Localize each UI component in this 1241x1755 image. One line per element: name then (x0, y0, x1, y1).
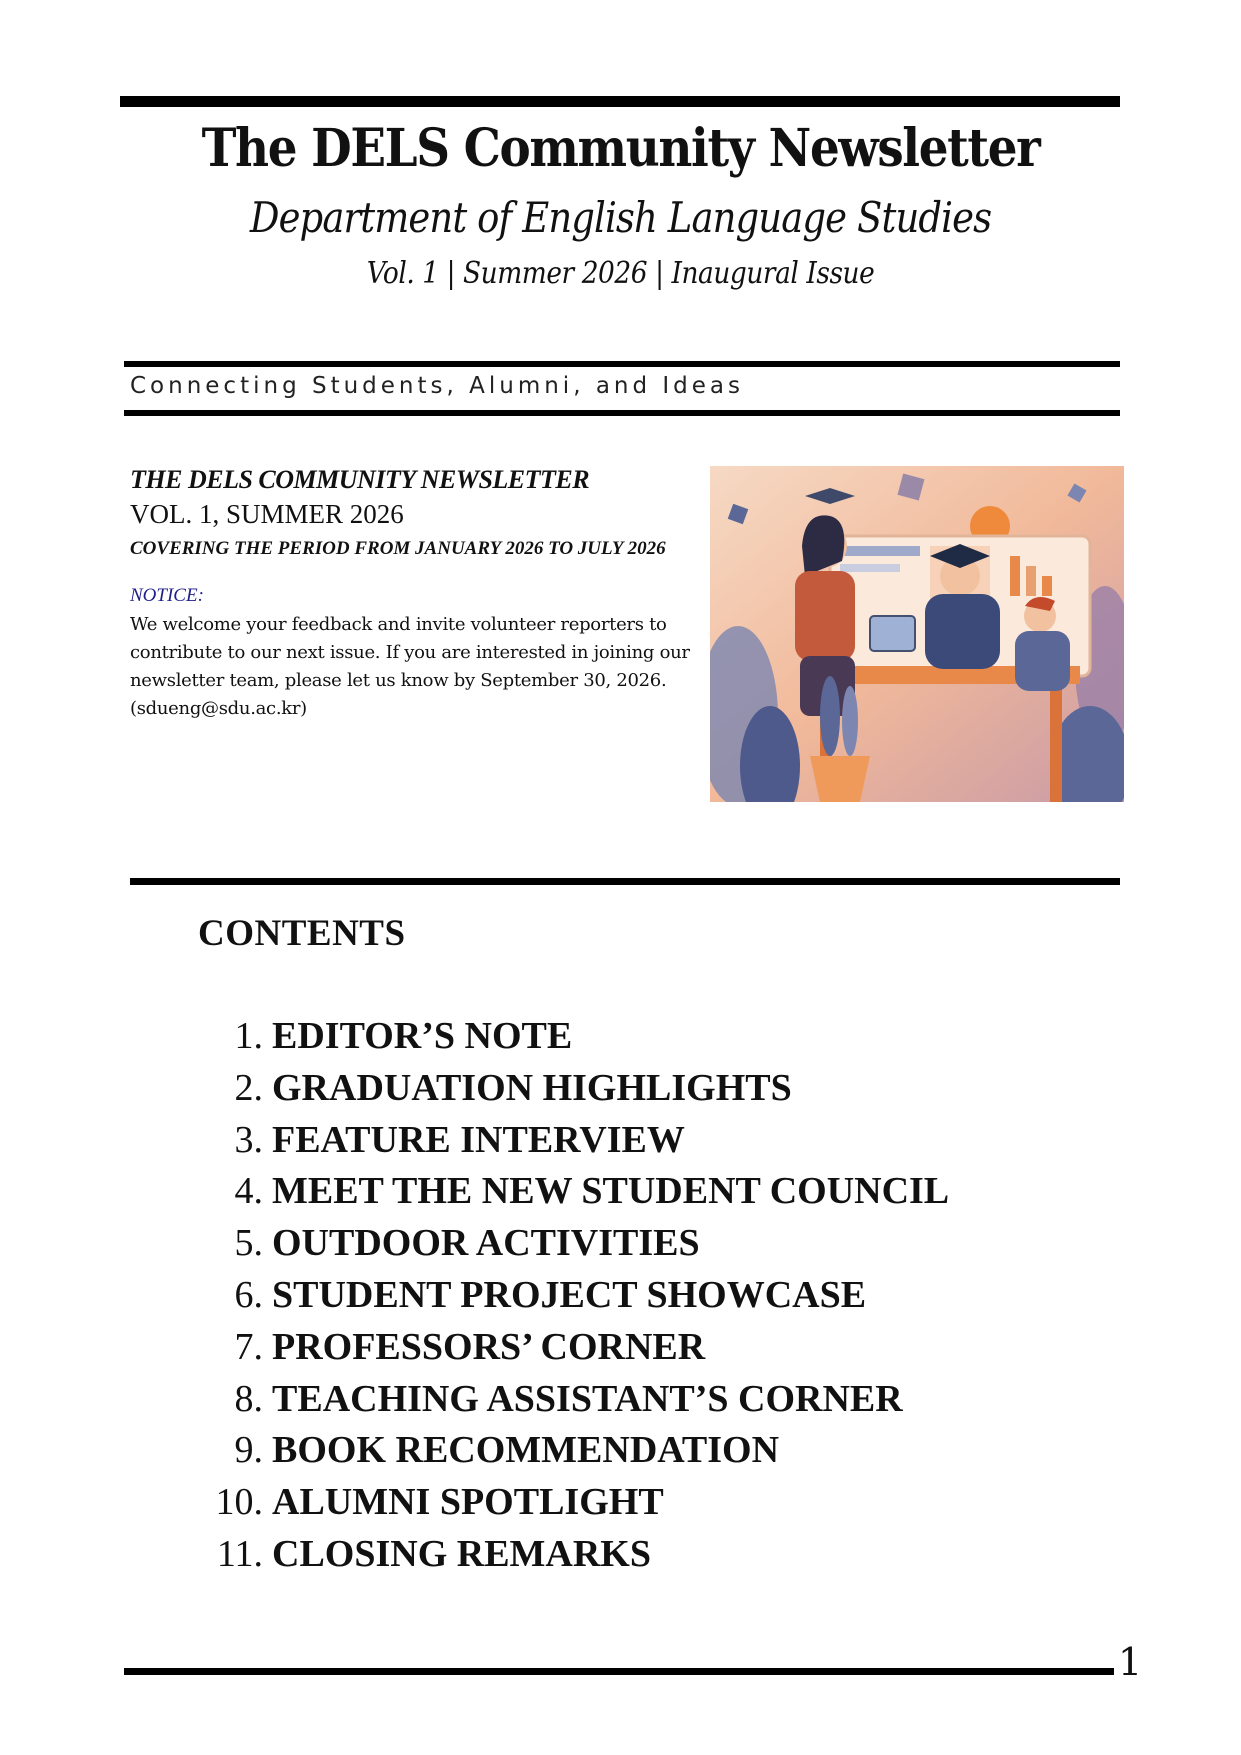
tagline-rule-bottom (124, 410, 1120, 416)
footer-rule (124, 1668, 1114, 1675)
notice-body: We welcome your feedback and invite volunteer reporters to contribute to our next issue. If you are interested in joining our newsletter team, please let us know by September 30, 2026. (sdueng@sdu.ac.kr) (130, 614, 690, 719)
toc-item (0, 1428, 1241, 1480)
contents-rule (130, 878, 1120, 885)
toc-item (0, 1118, 1241, 1170)
toc-number: 6. (234, 1273, 263, 1316)
table-of-contents (0, 1014, 1241, 1584)
toc-number: 11. (216, 1532, 263, 1575)
toc-number: 10. (215, 1481, 263, 1524)
toc-item (0, 1532, 1241, 1584)
issue-line: Vol. 1 | Summer 2026 | Inaugural Issue (366, 256, 875, 291)
toc-number: 1. (234, 1015, 263, 1057)
info-period: COVERING THE PERIOD FROM JANUARY 2026 TO JULY 2026 (130, 538, 666, 559)
info-newsletter-name: THE DELS COMMUNITY NEWSLETTER (130, 465, 590, 494)
toc-item (0, 1014, 1241, 1066)
page-number: 1 (1118, 1640, 1143, 1684)
contents-heading: CONTENTS (198, 913, 406, 954)
toc-number: 8. (234, 1377, 263, 1420)
toc-item (0, 1480, 1241, 1532)
toc-number: 7. (234, 1325, 263, 1368)
top-rule (120, 96, 1120, 107)
toc-item (0, 1221, 1241, 1273)
tagline-rule-top (124, 361, 1120, 367)
toc-label: MEET THE NEW STUDENT COUNCIL (272, 1170, 950, 1213)
toc-label: ALUMNI SPOTLIGHT (272, 1481, 664, 1524)
toc-number: 4. (234, 1170, 263, 1213)
toc-item (0, 1066, 1241, 1118)
toc-item (0, 1325, 1241, 1377)
toc-item (0, 1169, 1241, 1221)
classroom-illustration (710, 466, 1124, 802)
toc-label: PROFESSORS’ CORNER (272, 1325, 706, 1368)
toc-label: CLOSING REMARKS (272, 1532, 651, 1575)
toc-label: STUDENT PROJECT SHOWCASE (272, 1273, 867, 1316)
toc-label: TEACHING ASSISTANT’S CORNER (272, 1377, 903, 1420)
toc-label: OUTDOOR ACTIVITIES (272, 1222, 700, 1265)
toc-item (0, 1273, 1241, 1325)
toc-number: 5. (234, 1222, 263, 1265)
newsletter-subtitle: Department of English Language Studies (249, 193, 992, 242)
notice-heading: NOTICE: (130, 585, 204, 606)
toc-label: EDITOR’S NOTE (272, 1015, 573, 1057)
toc-label: BOOK RECOMMENDATION (272, 1429, 780, 1472)
info-volume: VOL. 1, SUMMER 2026 (130, 499, 404, 529)
toc-label: GRADUATION HIGHLIGHTS (272, 1066, 792, 1109)
classroom-illustration-svg (710, 466, 1124, 802)
toc-label: FEATURE INTERVIEW (272, 1118, 685, 1161)
toc-number: 2. (234, 1066, 263, 1109)
info-block (130, 465, 690, 723)
toc-number: 3. (234, 1118, 263, 1161)
toc-item (0, 1377, 1241, 1429)
toc-number: 9. (234, 1429, 263, 1472)
tagline: Connecting Students, Alumni, and Ideas (130, 373, 745, 399)
newsletter-title: The DELS Community Newsletter (201, 118, 1040, 179)
